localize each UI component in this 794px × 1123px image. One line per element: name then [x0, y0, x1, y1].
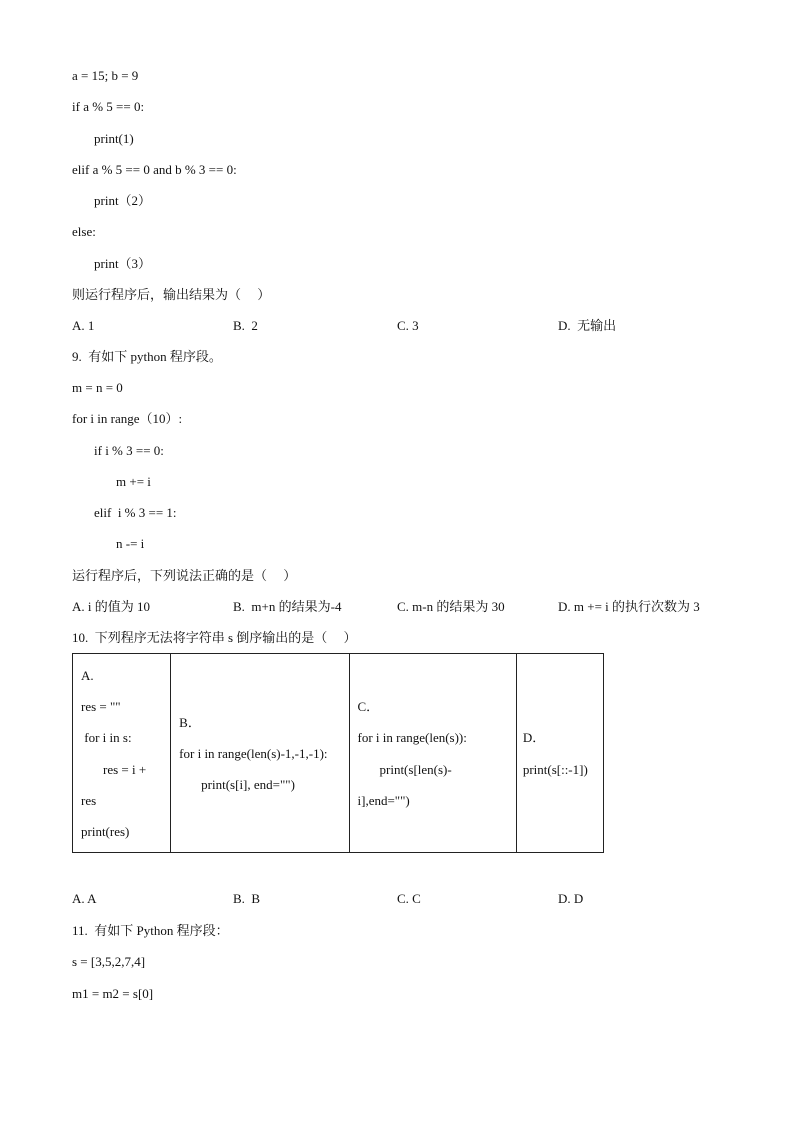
- q8-option-b: B. 2: [233, 318, 258, 333]
- q10-option-b: B. B: [233, 891, 261, 906]
- q8-option-d: D. 无输出: [558, 318, 617, 333]
- q10-cell-d: [516, 654, 603, 853]
- q9-option-b: B. m+n 的结果为-4: [233, 599, 342, 614]
- q10-cell-b-line: B．: [179, 715, 201, 730]
- q9-code-line-6: n -= i: [116, 536, 145, 551]
- q10-option-d: D. D: [558, 891, 584, 906]
- q8-code-line-2: if a % 5 == 0:: [72, 99, 145, 114]
- q8-code-line-5: print（2）: [94, 193, 152, 208]
- q10-cell-a-line: print(res): [81, 824, 130, 839]
- q10-option-a: A. A: [72, 891, 97, 906]
- q9-title: 9. 有如下 python 程序段。: [72, 349, 222, 364]
- q10-cell-a-line: res = i +: [103, 762, 147, 777]
- q10-cell-a-line: res: [81, 793, 97, 808]
- q8-code-line-3: print(1): [94, 131, 134, 146]
- q9-question: 运行程序后，下列说法正确的是（ ）: [72, 568, 297, 583]
- q9-code-line-3: if i % 3 == 0:: [94, 443, 164, 458]
- q10-cell-d-line: print(s[::-1]): [522, 762, 588, 777]
- q10-options-table: [72, 653, 604, 853]
- q9-code-line-4: m += i: [116, 474, 151, 489]
- q10-cell-d-line: D．: [522, 730, 546, 745]
- q8-question: 则运行程序后，输出结果为（ ）: [72, 287, 271, 302]
- q10-cell-b: [171, 654, 349, 853]
- q10-cell-a-line: A.: [81, 668, 94, 683]
- q8-code-line-4: elif a % 5 == 0 and b % 3 == 0:: [72, 162, 237, 177]
- q9-code-line-1: m = n = 0: [72, 380, 123, 395]
- q10-option-c: C. C: [397, 891, 421, 906]
- q10-title: 10. 下列程序无法将字符串 s 倒序输出的是（ ）: [72, 630, 357, 645]
- q8-option-a: A. 1: [72, 318, 95, 333]
- q9-code-line-5: elif i % 3 == 1:: [94, 505, 177, 520]
- q10-cell-c-line: print(s[len(s)-: [379, 762, 452, 777]
- q10-cell-c: [349, 654, 516, 853]
- q10-cell-c-line: i],end=""): [357, 793, 410, 808]
- q11-title: 11. 有如下 Python 程序段：: [72, 923, 229, 938]
- q9-option-c: C. m-n 的结果为 30: [397, 599, 505, 614]
- q11-code-line-1: s = [3,5,2,7,4]: [72, 954, 146, 969]
- q9-code-line-2: for i in range（10）:: [72, 411, 183, 426]
- q9-option-d: D. m += i 的执行次数为 3: [558, 599, 700, 614]
- q8-code-line-7: print（3）: [94, 256, 152, 271]
- q10-cell-b-line: for i in range(len(s)-1,-1,-1):: [179, 746, 328, 761]
- q8-option-c: C. 3: [397, 318, 419, 333]
- q10-cell-a-line: for i in s:: [81, 730, 132, 745]
- q10-cell-c-line: C．: [357, 699, 380, 714]
- q9-option-a: A. i 的值为 10: [72, 599, 151, 614]
- q8-code-line-6: else:: [72, 224, 96, 239]
- q10-cell-a-line: res = "": [81, 699, 121, 714]
- q10-cell-b-line: print(s[i], end=""): [201, 777, 295, 792]
- q10-cell-a: [73, 654, 171, 853]
- q8-code-line-1: a = 15; b = 9: [72, 68, 139, 83]
- q10-cell-c-line: for i in range(len(s)):: [357, 730, 467, 745]
- q11-code-line-2: m1 = m2 = s[0]: [72, 986, 154, 1001]
